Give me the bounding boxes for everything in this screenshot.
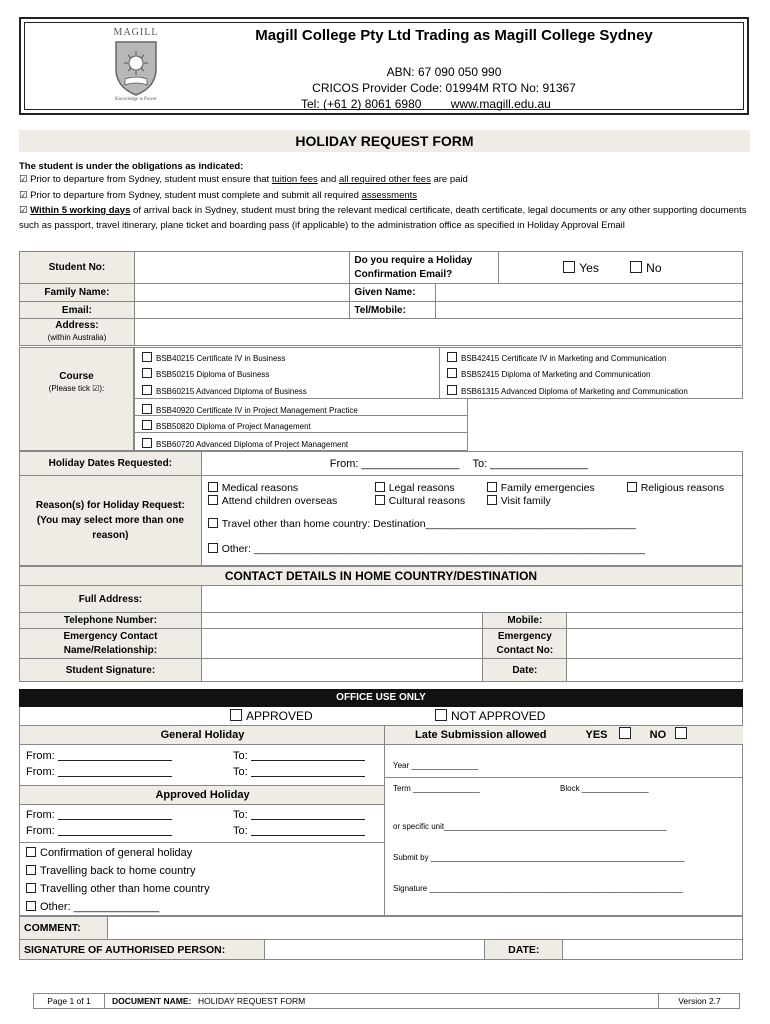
general-to[interactable]: To:: [233, 766, 365, 778]
family-name-label: Family Name:: [20, 284, 135, 302]
office-signoff-table: [19, 916, 743, 960]
visit-family-checkbox[interactable]: Visit family: [487, 495, 551, 507]
course-option[interactable]: BSB40215 Certificate IV in Business: [142, 352, 285, 363]
confirm-general-checkbox[interactable]: Confirmation of general holiday: [26, 847, 192, 859]
letterhead: [19, 17, 749, 115]
year-field[interactable]: Year _______________: [393, 761, 479, 770]
office-use-title: OFFICE USE ONLY: [19, 689, 743, 707]
date-label: Date:: [483, 659, 567, 682]
comment-field[interactable]: [107, 917, 742, 940]
address-label: Address: (within Australia): [20, 319, 135, 346]
course-option[interactable]: BSB60215 Advanced Diploma of Business: [142, 385, 307, 396]
not-approved-checkbox[interactable]: NOT APPROVED: [435, 709, 545, 723]
course-option[interactable]: BSB42415 Certificate IV in Marketing and Communication: [447, 352, 666, 363]
given-name-label: Given Name:: [350, 284, 436, 302]
course-label: Course (Please tick ☑):: [19, 347, 134, 451]
form-title: HOLIDAY REQUEST FORM: [19, 130, 750, 152]
signature-field[interactable]: Signature _________________________________________________________: [393, 884, 684, 893]
specific-unit-field[interactable]: or specific unit__________________________________________________: [393, 822, 667, 831]
travel-other-country-checkbox[interactable]: Travelling other than home country: [26, 883, 210, 895]
office-date-label: DATE:: [485, 940, 563, 960]
holiday-request-table: [19, 451, 743, 566]
holiday-dates-field[interactable]: [201, 452, 742, 476]
course-option[interactable]: BSB61315 Advanced Diploma of Marketing and Communication: [447, 385, 688, 396]
approved-checkbox[interactable]: APPROVED: [230, 709, 313, 723]
student-signature-label: Student Signature:: [20, 659, 202, 682]
given-name-field[interactable]: [436, 284, 743, 302]
course-option[interactable]: BSB50820 Diploma of Project Management: [142, 420, 311, 431]
doc-name: HOLIDAY REQUEST FORM: [198, 996, 306, 1006]
holiday-dates-label: Holiday Dates Requested:: [20, 452, 202, 476]
office-other-checkbox[interactable]: Other: ______________: [26, 901, 159, 913]
legal-checkbox[interactable]: Legal reasons: [375, 482, 455, 494]
emergency-name-field[interactable]: [201, 629, 482, 659]
confirmation-email-options: [499, 252, 743, 284]
reason-label: Reason(s) for Holiday Request: (You may select more than one reason): [20, 476, 202, 566]
emergency-no-field[interactable]: [567, 629, 743, 659]
comment-label: COMMENT:: [20, 917, 108, 940]
page-number: Page 1 of 1: [34, 994, 105, 1008]
travel-home-checkbox[interactable]: Travelling back to home country: [26, 865, 196, 877]
logo-motto: Knowledge is Power: [115, 97, 157, 102]
version: Version 2.7: [658, 994, 740, 1008]
contact-line: [301, 97, 551, 111]
approval-row: [19, 707, 743, 726]
approved-from[interactable]: From:: [26, 825, 172, 837]
checked-box-icon: ☑: [19, 205, 28, 216]
mobile-field[interactable]: [567, 613, 743, 629]
obligations-intro: The student is under the obligations as indicated:: [19, 161, 244, 172]
obligation-fees: ☑ Prior to departure from Sydney, student must ensure that tuition fees and all required other fees are paid: [19, 174, 468, 185]
office-left-panel: [19, 726, 385, 916]
office-right-panel: [384, 726, 743, 916]
approved-holiday-header: Approved Holiday: [20, 785, 385, 805]
reason-options: [201, 476, 742, 566]
approved-from[interactable]: From:: [26, 809, 172, 821]
children-checkbox[interactable]: Attend children overseas: [208, 495, 338, 507]
late-submission-header: Late Submission allowed YES NO: [385, 726, 743, 745]
family-emergency-checkbox[interactable]: Family emergencies: [487, 482, 595, 494]
email-field[interactable]: [134, 302, 350, 319]
college-name: Magill College Pty Ltd Trading as Magill College Sydney: [255, 27, 653, 44]
contact-section-title: CONTACT DETAILS IN HOME COUNTRY/DESTINATION: [20, 567, 743, 586]
course-option[interactable]: BSB50215 Diploma of Business: [142, 368, 269, 379]
contact-details-table: [19, 566, 743, 682]
authorised-signature-label: SIGNATURE OF AUTHORISED PERSON:: [20, 940, 265, 960]
travel-other-checkbox[interactable]: Travel other than home country: Destination____________________________________: [208, 518, 636, 530]
page-footer: [33, 993, 740, 1009]
course-option[interactable]: BSB40920 Certificate IV in Project Management Practice: [142, 404, 358, 415]
abn: ABN: 67 090 050 990: [386, 65, 502, 79]
from-date[interactable]: From: ________________: [329, 457, 460, 470]
logo-name: MAGILL: [113, 27, 159, 38]
student-no-field[interactable]: [134, 252, 350, 284]
obligation-documents: ☑ Within 5 working days of arrival back in Sydney, student must bring the relevant medical certificate, death certificate, legal documents or any other supporting documents such as passport, travel itinerary, plane ticket and boarding pass (if applicable) to the administration office as specified in Holiday Approval Email: [19, 205, 747, 231]
tel-mobile-label: Tel/Mobile:: [350, 302, 436, 319]
late-yes-checkbox[interactable]: YES: [585, 729, 634, 741]
student-details-table: [19, 251, 743, 346]
approved-to[interactable]: To:: [233, 809, 365, 821]
family-name-field[interactable]: [134, 284, 350, 302]
checked-box-icon: ☑: [19, 174, 28, 185]
other-reason-checkbox[interactable]: Other: ___________________________________________________________________: [208, 543, 645, 555]
general-from[interactable]: From:: [26, 750, 172, 762]
address-field[interactable]: [134, 319, 742, 346]
authorised-signature-field[interactable]: [264, 940, 485, 960]
confirmation-email-question: Do you require a Holiday Confirmation Email?: [350, 252, 499, 284]
course-options: [134, 347, 743, 451]
submit-by-field[interactable]: Submit by _________________________________________________________: [393, 853, 685, 862]
telephone: Tel: (+61 2) 8061 6980: [301, 97, 422, 111]
date-field[interactable]: [567, 659, 743, 682]
course-option[interactable]: BSB60720 Advanced Diploma of Project Management: [142, 438, 348, 449]
full-address-label: Full Address:: [20, 586, 202, 613]
full-address-field[interactable]: [201, 586, 742, 613]
telephone-field[interactable]: [201, 613, 482, 629]
telephone-label: Telephone Number:: [20, 613, 202, 629]
doc-name-label: DOCUMENT NAME:: [112, 996, 192, 1006]
student-signature-field[interactable]: [201, 659, 482, 682]
office-date-field[interactable]: [563, 940, 743, 960]
no-checkbox[interactable]: No: [630, 261, 661, 275]
term-field[interactable]: Term _______________: [393, 784, 480, 793]
student-no-label: Student No:: [20, 252, 135, 284]
approved-to[interactable]: To:: [233, 825, 365, 837]
website: www.magill.edu.au: [450, 97, 551, 111]
checked-box-icon: ☑: [19, 190, 28, 201]
tel-mobile-field[interactable]: [436, 302, 743, 319]
obligation-assessments: ☑ Prior to departure from Sydney, student must complete and submit all required assessments: [19, 190, 418, 201]
email-label: Email:: [20, 302, 135, 319]
general-from[interactable]: From:: [26, 766, 172, 778]
medical-checkbox[interactable]: Medical reasons: [208, 482, 298, 494]
late-no-checkbox[interactable]: NO: [650, 729, 692, 741]
religious-checkbox[interactable]: Religious reasons: [627, 482, 724, 494]
emergency-no-label: Emergency Contact No:: [483, 629, 567, 659]
yes-checkbox[interactable]: Yes: [563, 261, 599, 275]
emergency-name-label: Emergency Contact Name/Relationship:: [20, 629, 202, 659]
general-to[interactable]: To:: [233, 750, 365, 762]
cricos: CRICOS Provider Code: 01994M RTO No: 91367: [312, 81, 576, 95]
block-field[interactable]: Block _______________: [560, 784, 649, 793]
mobile-label: Mobile:: [483, 613, 567, 629]
general-holiday-header: General Holiday: [20, 726, 385, 745]
cultural-checkbox[interactable]: Cultural reasons: [375, 495, 465, 507]
to-date[interactable]: To: ________________: [472, 457, 589, 470]
course-option[interactable]: BSB52415 Diploma of Marketing and Communication: [447, 368, 650, 379]
